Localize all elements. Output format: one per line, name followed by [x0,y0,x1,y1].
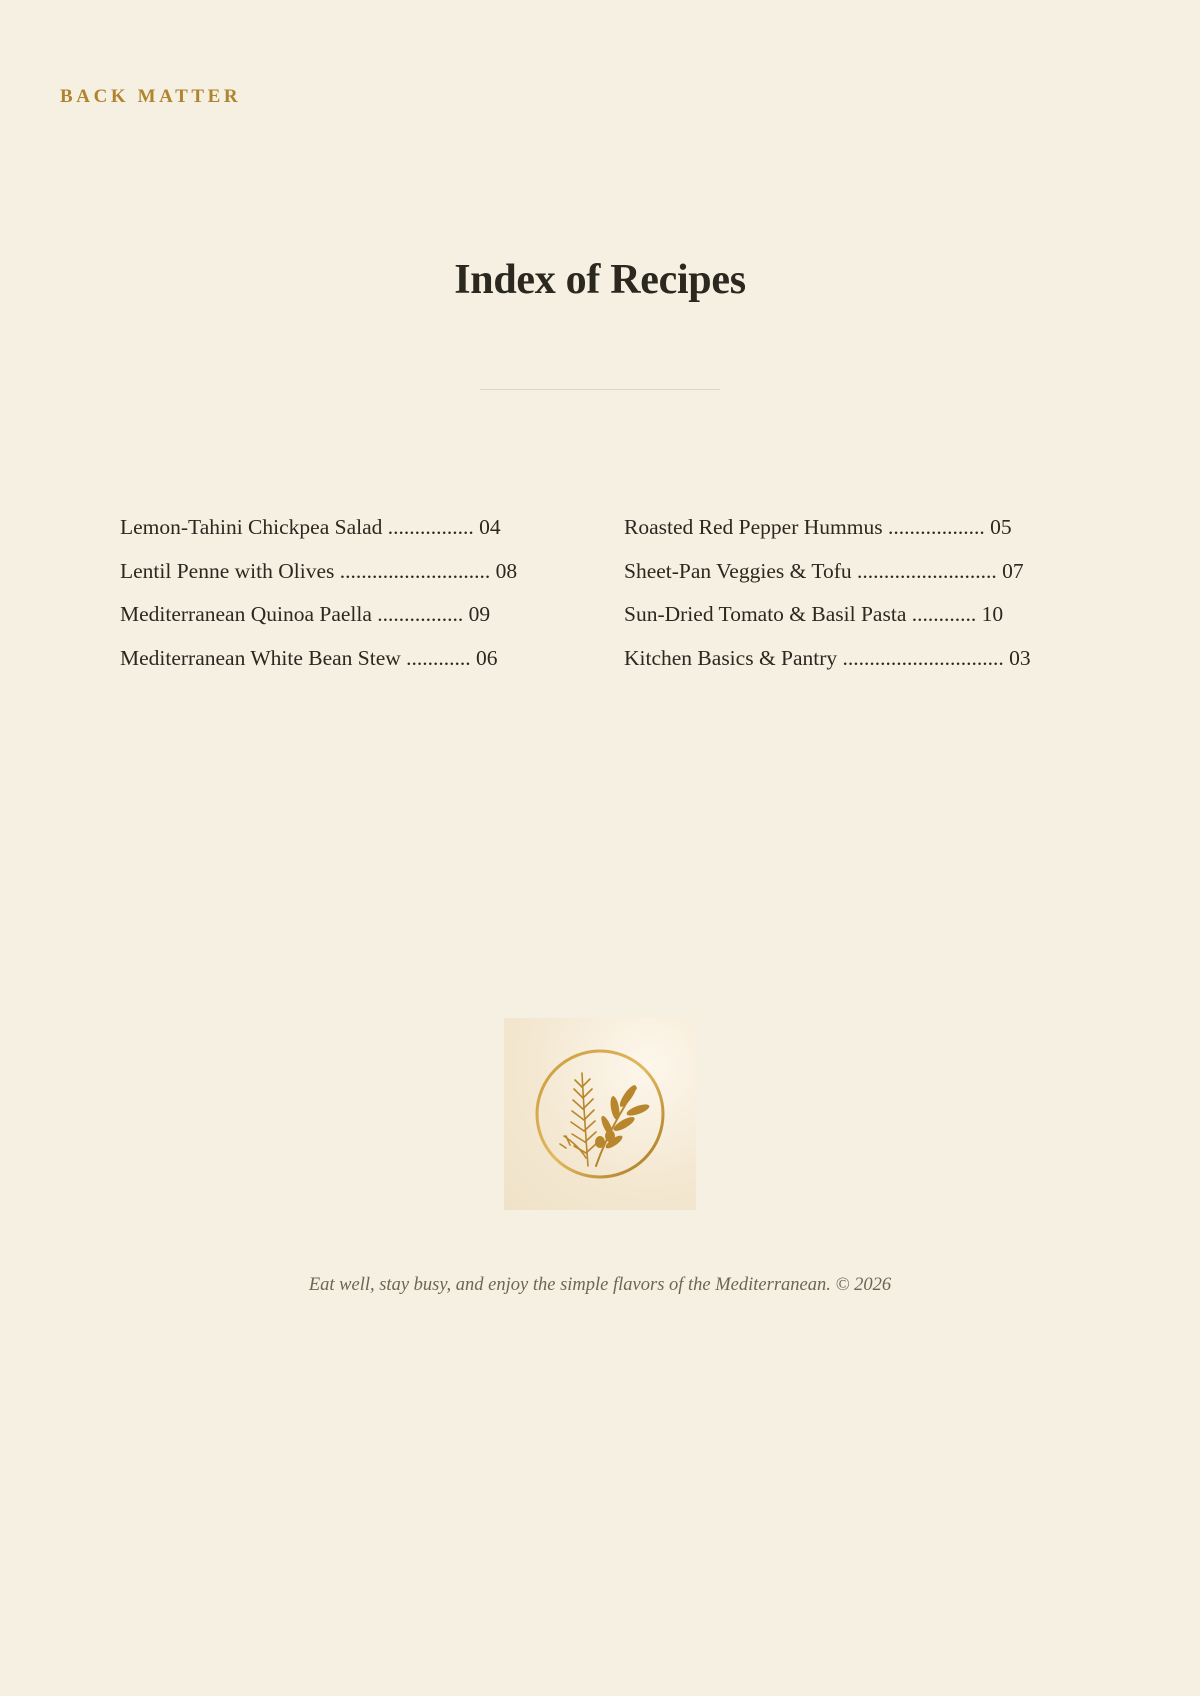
index-entry: Roasted Red Pepper Hummus .................. 05 [624,515,1012,539]
footer-note: Eat well, stay busy, and enjoy the simple flavors of the Mediterranean. © 2026 [308,1275,892,1295]
section-label: BACK MATTER [60,86,242,107]
index-entry: Mediterranean White Bean Stew ............ 06 [120,645,498,670]
index-entry: Kitchen Basics & Pantry .............................. 03 [624,645,1031,670]
index-entry: Mediterranean Quinoa Paella ................ 09 [120,602,491,626]
index-entry: Sun-Dried Tomato & Basil Pasta ............ 10 [624,602,1004,626]
index-entry: Lemon-Tahini Chickpea Salad ................ 04 [120,515,501,539]
title-divider [480,389,720,390]
herb-wreath-icon [504,1018,696,1210]
index-entry: Sheet-Pan Veggies & Tofu .......................... 07 [624,558,1024,583]
index-entry: Lentil Penne with Olives ............................ 08 [120,558,518,583]
page-title: Index of Recipes [454,257,746,303]
herb-emblem [504,1018,696,1210]
index-column-left [120,515,517,689]
index-column-right [624,515,1031,689]
